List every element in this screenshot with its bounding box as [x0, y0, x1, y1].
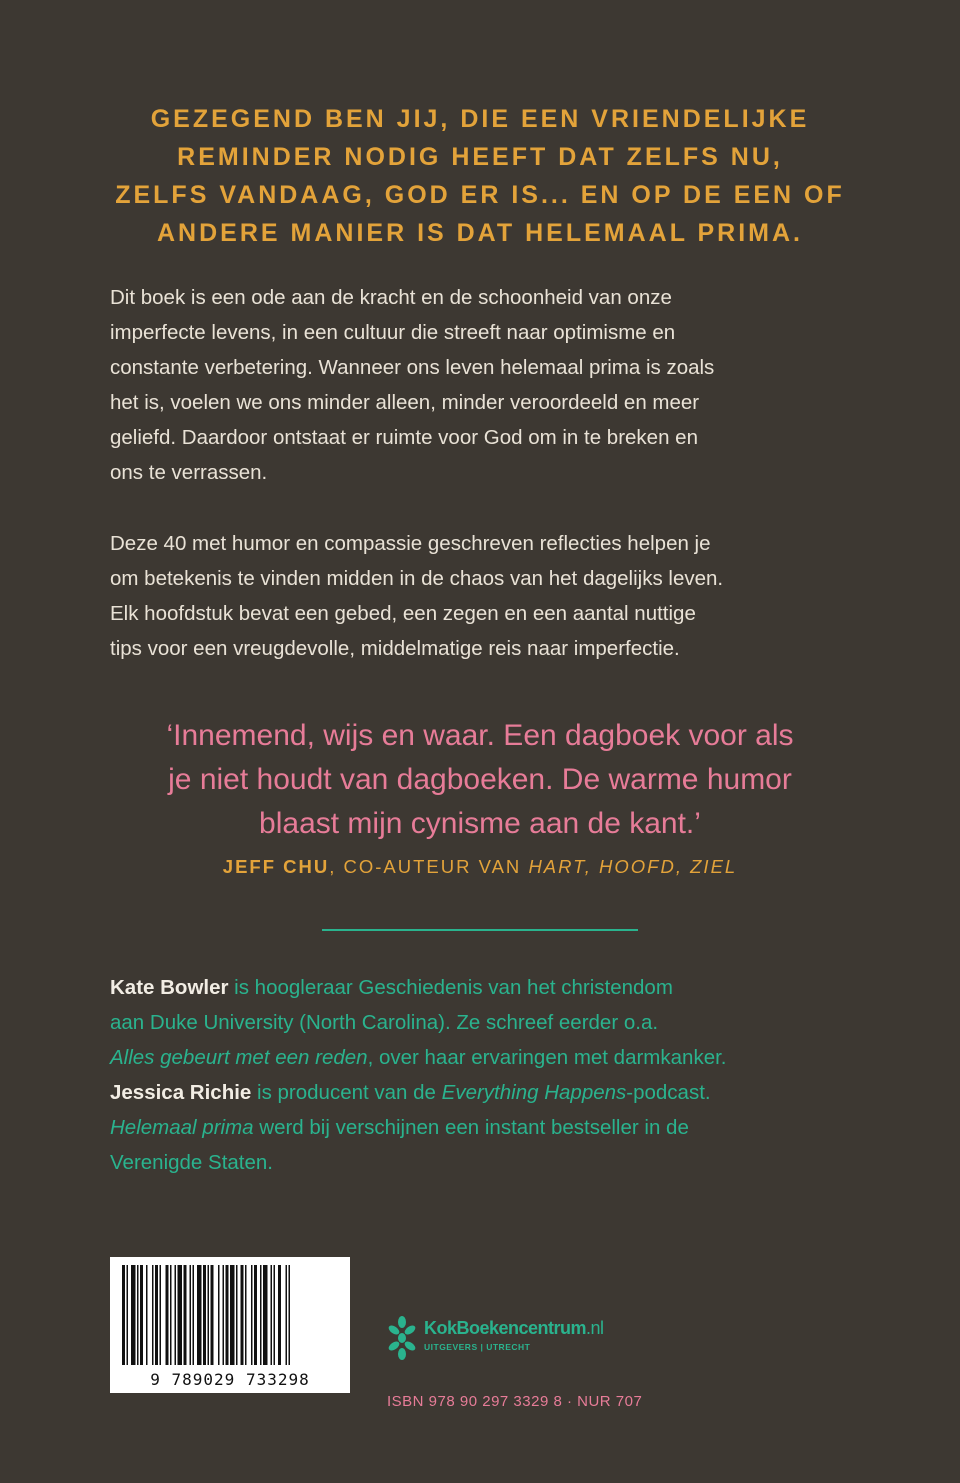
barcode-bar	[254, 1265, 257, 1365]
quote-attribution	[90, 856, 870, 878]
bio-line: aan Duke University (North Carolina). Ze schreef eerder o.a.	[110, 1011, 659, 1034]
barcode-bar	[251, 1265, 253, 1365]
bio-text: werd bij verschijnen een instant bestseller in de	[253, 1116, 689, 1139]
barcode-bar	[236, 1265, 238, 1365]
author-bio	[110, 970, 870, 1180]
tagline-line: ZELFS VANDAAG, GOD ER IS... EN OP DE EEN OF	[115, 181, 845, 209]
barcode-bar	[223, 1265, 225, 1365]
barcode-bar	[146, 1265, 148, 1365]
bio-line	[110, 1110, 870, 1145]
barcode-bar	[289, 1265, 291, 1365]
quote-line: je niet houdt van dagboeken. De warme humor	[168, 763, 792, 796]
barcode-bar	[193, 1265, 195, 1365]
paragraph-line: Deze 40 met humor en compassie geschreven reflecties helpen je	[110, 532, 711, 555]
barcode-bar	[137, 1265, 139, 1365]
tagline-line: GEZEGEND BEN JIJ, DIE EEN VRIENDELIJKE	[150, 105, 810, 133]
barcode-bar	[160, 1265, 162, 1365]
barcode-bar	[260, 1265, 262, 1365]
bio-line	[110, 1075, 870, 1110]
description-paragraph-2	[110, 526, 850, 666]
tagline	[100, 100, 860, 252]
tagline-line: REMINDER NODIG HEEFT DAT ZELFS NU,	[177, 143, 783, 171]
barcode-bar	[211, 1265, 214, 1365]
barcode-bar	[190, 1265, 192, 1365]
barcode-bar	[197, 1265, 202, 1365]
quote-line: ‘Innemend, wijs en waar. Een dagboek voor als	[166, 719, 794, 752]
publisher-name-text: KokBoekencentrum	[424, 1318, 587, 1338]
barcode-bar	[208, 1265, 210, 1365]
barcode-bar	[230, 1265, 235, 1365]
barcode-bar	[175, 1265, 177, 1365]
podcast-title: Everything Happens	[441, 1081, 627, 1104]
bio-text: -podcast.	[626, 1081, 711, 1104]
tagline-line: ANDERE MANIER IS DAT HELEMAAL PRIMA.	[157, 219, 803, 247]
barcode-bar	[122, 1265, 125, 1365]
endorsement-quote	[90, 714, 870, 846]
publisher-logo	[386, 1316, 686, 1366]
bio-text: is hoogleraar Geschiedenis van het christendom	[228, 976, 673, 999]
book-title: Helemaal prima	[110, 1116, 254, 1139]
barcode-bar	[271, 1265, 273, 1365]
quote-author-work: HART, HOOFD, ZIEL	[528, 856, 738, 877]
barcode-bar	[286, 1265, 288, 1365]
barcode-bar	[226, 1265, 229, 1365]
author-name-kate: Kate Bowler	[110, 976, 229, 999]
barcode-bar	[140, 1265, 143, 1365]
barcode-bar	[152, 1265, 154, 1365]
publisher-subtitle: UITGEVERS | UTRECHT	[424, 1342, 531, 1352]
paragraph-line: imperfecte levens, in een cultuur die streeft naar optimisme en	[110, 321, 676, 344]
barcode-bar	[127, 1265, 129, 1365]
bio-line	[110, 1040, 870, 1075]
paragraph-line: het is, voelen we ons minder alleen, minder veroordeeld en meer	[110, 391, 700, 414]
quote-line: blaast mijn cynisme aan de kant.’	[259, 807, 701, 840]
bio-text: , over haar ervaringen met darmkanker.	[367, 1046, 727, 1069]
publisher-name	[424, 1318, 604, 1339]
paragraph-line: om betekenis te vinden midden in de chaos van het dagelijks leven.	[110, 567, 724, 590]
bio-line	[110, 970, 870, 1005]
barcode-bar	[184, 1265, 187, 1365]
barcode-bar	[155, 1265, 158, 1365]
author-name-jessica: Jessica Richie	[110, 1081, 252, 1104]
description-paragraph-1	[110, 280, 850, 490]
divider	[322, 929, 638, 931]
barcode-bar	[241, 1265, 244, 1365]
barcode-number: 9 789029 733298	[150, 1370, 310, 1389]
paragraph-line: geliefd. Daardoor ontstaat er ruimte voor God om in te breken en	[110, 426, 698, 449]
barcode-bar	[245, 1265, 247, 1365]
paragraph-line: Dit boek is een ode aan de kracht en de schoonheid van onze	[110, 286, 672, 309]
barcode-bars	[120, 1265, 340, 1365]
paragraph-line: constante verbetering. Wanneer ons leven helemaal prima is zoals	[110, 356, 715, 379]
barcode-bar	[203, 1265, 206, 1365]
paragraph-line: ons te verrassen.	[110, 461, 268, 484]
isbn-line: ISBN 978 90 297 3329 8 · NUR 707	[387, 1393, 643, 1410]
paragraph-line: tips voor een vreugdevolle, middelmatige reis naar imperfectie.	[110, 637, 680, 660]
barcode-bar	[131, 1265, 136, 1365]
barcode-bar	[166, 1265, 169, 1365]
barcode-bar	[178, 1265, 183, 1365]
paragraph-line: Elk hoofdstuk bevat een gebed, een zegen en een aantal nuttige	[110, 602, 696, 625]
barcode-bar	[170, 1265, 172, 1365]
publisher-tld: .nl	[586, 1318, 604, 1338]
barcode-bar	[274, 1265, 276, 1365]
barcode	[110, 1257, 350, 1393]
bio-line: Verenigde Staten.	[110, 1151, 273, 1174]
barcode-bar	[263, 1265, 268, 1365]
quote-author-role: , CO-AUTEUR VAN	[329, 856, 529, 877]
publisher-logo-icon	[386, 1316, 418, 1360]
barcode-bar	[218, 1265, 220, 1365]
barcode-bar	[278, 1265, 281, 1365]
quote-author: JEFF CHU	[222, 856, 330, 877]
book-title: Alles gebeurt met een reden	[110, 1046, 368, 1069]
bio-text: is producent van de	[251, 1081, 442, 1104]
